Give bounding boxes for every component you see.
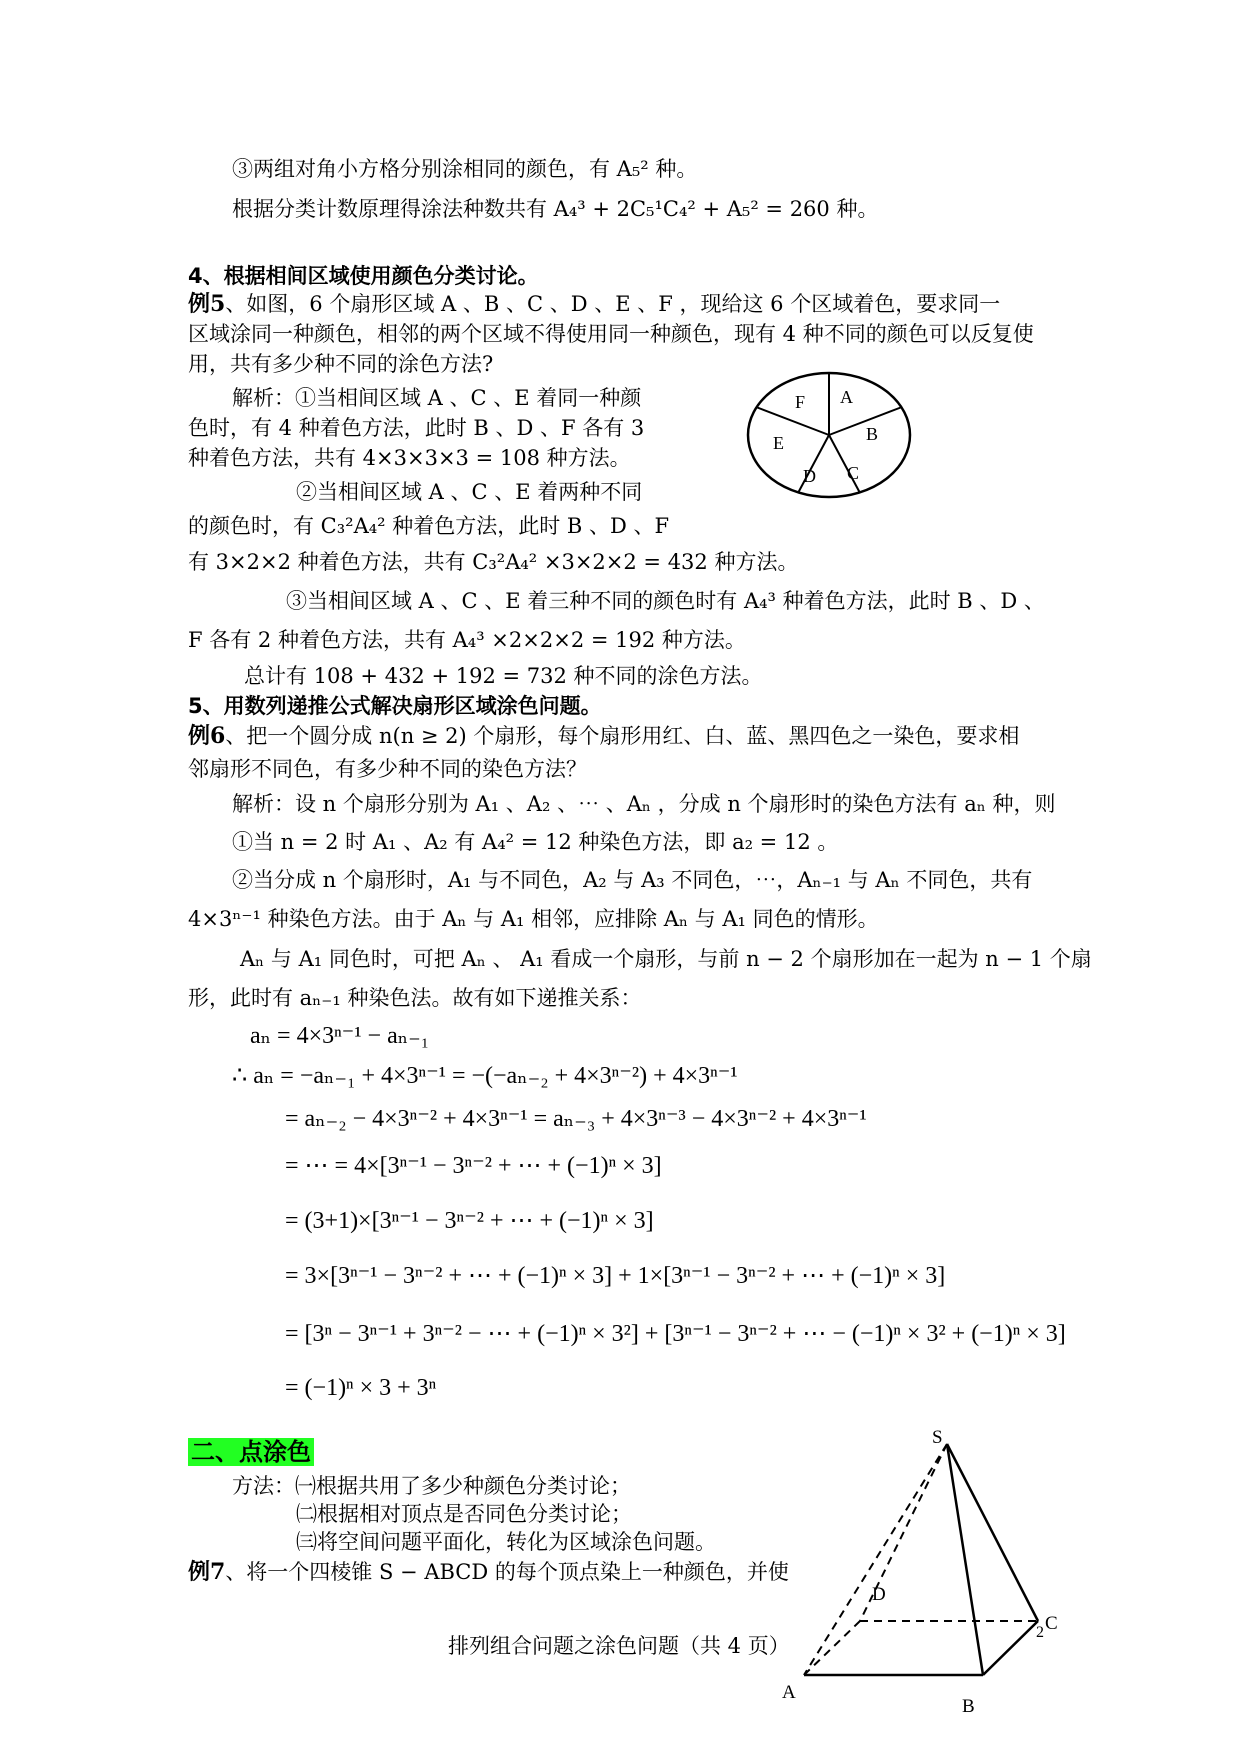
recurrence-2: ∴ aₙ = −aₙ₋₁ + 4×3ⁿ⁻¹ = −(−aₙ₋₂ + 4×3ⁿ⁻²) + 4×3ⁿ⁻¹ xyxy=(232,1063,738,1089)
sector-label-d: D xyxy=(803,466,816,486)
example-5-line-2: 区域涂同一种颜色，相邻的两个区域不得使用同一种颜色，现有 4 种不同的颜色可以反复使 xyxy=(188,322,1034,346)
recurrence-6: = 3×[3ⁿ⁻¹ − 3ⁿ⁻² + ⋯ + (−1)ⁿ × 3] + 1×[3ⁿ⁻¹ − 3ⁿ⁻² + ⋯ + (−1)ⁿ × 3] xyxy=(285,1263,946,1289)
recurrence-5: = (3+1)×[3ⁿ⁻¹ − 3ⁿ⁻² + ⋯ + (−1)ⁿ × 3] xyxy=(285,1208,654,1234)
sector-label-f: F xyxy=(795,392,806,412)
sector-circle-figure xyxy=(740,370,920,515)
example-7-label: 例7 xyxy=(188,1559,226,1585)
section-2-heading: 二、点涂色 xyxy=(188,1438,314,1467)
recurrence-4: = ⋯ = 4×[3ⁿ⁻¹ − 3ⁿ⁻² + ⋯ + (−1)ⁿ × 3] xyxy=(285,1153,662,1179)
edge-sa xyxy=(804,1444,947,1675)
solution-total: 总计有 108 + 432 + 192 = 732 种不同的涂色方法。 xyxy=(244,664,763,688)
example-5-line-1: 例5、如图，6 个扇形区域 A 、B 、C 、D 、E 、F ，现给这 6 个区域着色，要求同一 xyxy=(188,291,1001,317)
example-5-label: 例5 xyxy=(188,291,226,317)
solution-case-3a: ③当相间区域 A 、C 、E 着三种不同的颜色时有 A₄³ 种着色方法，此时 B 、D 、 xyxy=(286,589,1045,613)
e6-line-c: ②当分成 n 个扇形时，A₁ 与不同色，A₂ 与 A₃ 不同色，⋯，Aₙ₋₁ 与 Aₙ 不同色，共有 xyxy=(232,868,1033,892)
recurrence-3: = aₙ₋₂ − 4×3ⁿ⁻² + 4×3ⁿ⁻¹ = aₙ₋₃ + 4×3ⁿ⁻³ − 4×3ⁿ⁻² + 4×3ⁿ⁻¹ xyxy=(285,1106,867,1132)
example-6-label: 例6 xyxy=(188,723,226,749)
method-line-3: ㈢将空间问题平面化，转化为区域涂色问题。 xyxy=(296,1530,716,1554)
e6-line-f: 形，此时有 aₙ₋₁ 种染色法。故有如下递推关系： xyxy=(188,986,642,1010)
solution-case-2a: ②当相间区域 A 、C 、E 着两种不同 xyxy=(296,480,643,504)
vertex-label-a: A xyxy=(782,1682,796,1703)
recurrence-7: = [3ⁿ − 3ⁿ⁻¹ + 3ⁿ⁻² − ⋯ + (−1)ⁿ × 3²] + [3ⁿ⁻¹ − 3ⁿ⁻² + ⋯ − (−1)ⁿ × 3² + (−1)ⁿ × 3] xyxy=(285,1321,1066,1347)
total-count-text: 根据分类计数原理得涂法种数共有 A₄³ + 2C₅¹C₄² + A₅² = 260 种。 xyxy=(232,197,879,221)
pyramid-figure xyxy=(770,1430,1070,1745)
solution-case-1a: 解析：①当相间区域 A 、C 、E 着同一种颜 xyxy=(232,386,642,410)
divider-5 xyxy=(756,407,829,435)
vertex-label-two: 2 xyxy=(1036,1624,1044,1641)
vertex-label-c: C xyxy=(1045,1613,1058,1634)
solution-case-3b: F 各有 2 种着色方法，共有 A₄³ ×2×2×2 = 192 种方法。 xyxy=(188,628,746,652)
example-6-line-1: 例6、把一个圆分成 n(n ≥ 2) 个扇形，每个扇形用红、白、蓝、黑四色之一染色，要求相 xyxy=(188,723,1020,749)
e6-line-d: 4×3ⁿ⁻¹ 种染色方法。由于 Aₙ 与 A₁ 相邻，应排除 Aₙ 与 A₁ 同色的情形。 xyxy=(188,907,879,931)
sector-label-e: E xyxy=(773,433,784,453)
solution-case-2b: 的颜色时，有 C₃²A₄² 种着色方法，此时 B 、D 、F xyxy=(188,514,670,538)
example-6-line-2: 邻扇形不同色，有多少种不同的染色方法？ xyxy=(188,757,587,781)
sector-label-c: C xyxy=(847,463,860,483)
solution-case-2c: 有 3×2×2 种着色方法，共有 C₃²A₄² ×3×2×2 = 432 种方法。 xyxy=(188,550,799,574)
section-4-heading: 4、根据相间区域使用颜色分类讨论。 xyxy=(188,264,539,288)
sector-label-b: B xyxy=(866,424,879,444)
solution-case-1b: 色时，有 4 种着色方法，此时 B 、D 、F 各有 3 xyxy=(188,416,645,440)
sector-label-a: A xyxy=(840,387,853,407)
e6-line-b: ①当 n = 2 时 A₁ 、A₂ 有 A₄² = 12 种染色方法，即 a₂ = 12 。 xyxy=(232,830,839,854)
method-3-text: ③两组对角小方格分别涂相同的颜色，有 A₅² 种。 xyxy=(232,157,698,181)
solution-case-1c: 种着色方法，共有 4×3×3×3 = 108 种方法。 xyxy=(188,446,631,470)
e6-line-e: Aₙ 与 A₁ 同色时，可把 Aₙ 、 A₁ 看成一个扇形，与前 n − 2 个扇形加在一起为 n − 1 个扇 xyxy=(240,947,1092,971)
page-footer: 排列组合问题之涂色问题（共 4 页） xyxy=(448,1634,790,1658)
method-line-1: 方法：㈠根据共用了多少种颜色分类讨论； xyxy=(232,1474,631,1498)
recurrence-8: = (−1)ⁿ × 3 + 3ⁿ xyxy=(285,1375,437,1401)
recurrence-1: aₙ = 4×3ⁿ⁻¹ − aₙ₋₁ xyxy=(250,1023,430,1049)
edge-bc xyxy=(983,1621,1038,1675)
method-line-2: ㈡根据相对顶点是否同色分类讨论； xyxy=(296,1502,632,1526)
e6-line-a: 解析：设 n 个扇形分别为 A₁ 、A₂ 、⋯ 、Aₙ ，分成 n 个扇形时的染色方法有 aₙ 种，则 xyxy=(232,792,1056,816)
example-7-line-1: 例7、将一个四棱锥 S − ABCD 的每个顶点染上一种颜色，并使 xyxy=(188,1559,789,1585)
example-5-line-3: 用，共有多少种不同的涂色方法? xyxy=(188,352,494,376)
vertex-label-s: S xyxy=(932,1430,943,1448)
section-5-heading: 5、用数列递推公式解决扇形区域涂色问题。 xyxy=(188,694,602,718)
vertex-label-b: B xyxy=(962,1696,975,1717)
vertex-label-d: D xyxy=(872,1584,886,1605)
